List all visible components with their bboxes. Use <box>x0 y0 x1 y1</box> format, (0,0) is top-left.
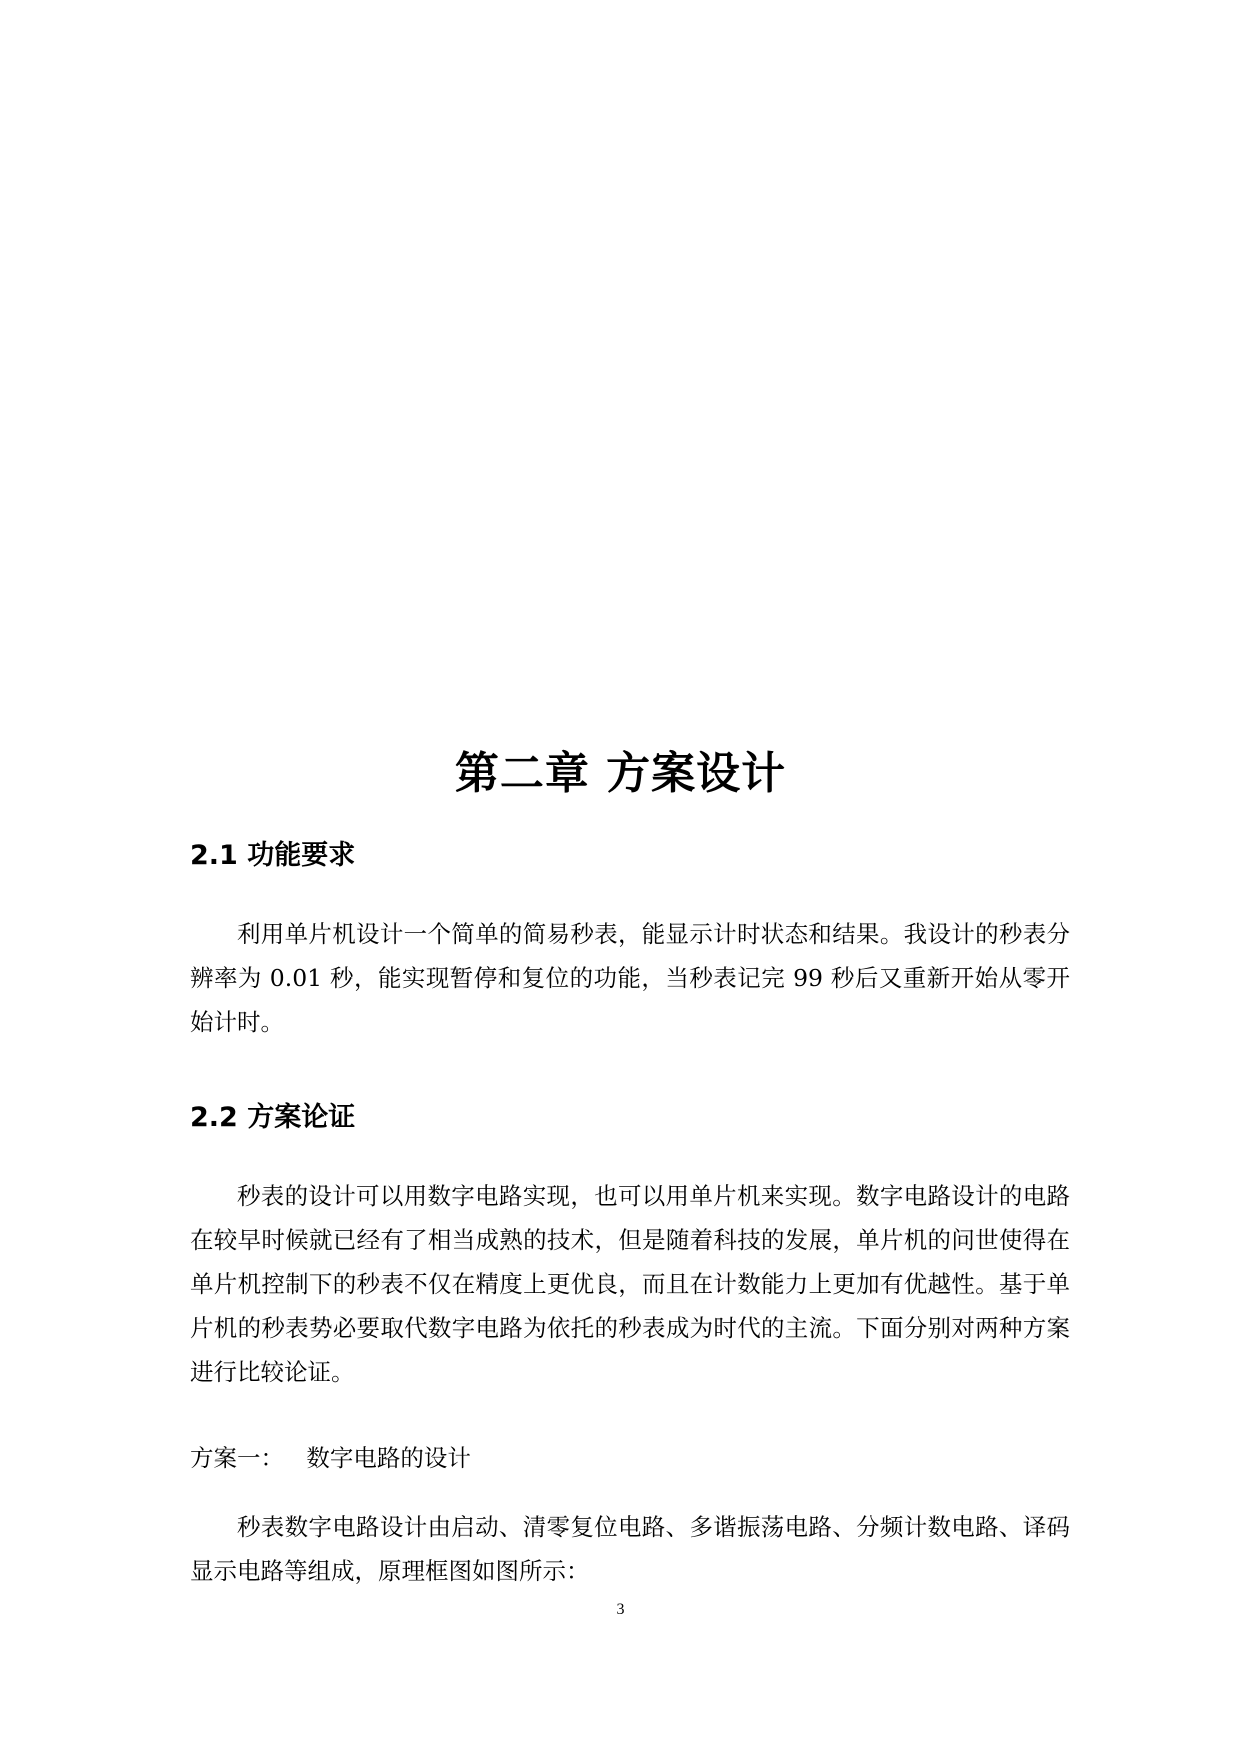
section-2-1-body <box>190 912 1070 1044</box>
paragraph: 秒表数字电路设计由启动、清零复位电路、多谐振荡电路、分频计数电路、译码显示电路等组成，原理框图如图所示： <box>190 1513 1070 1585</box>
paragraph: 秒表的设计可以用数字电路实现，也可以用单片机来实现。数字电路设计的电路在较早时候就已经有了相当成熟的技术，但是随着科技的发展，单片机的问世使得在单片机控制下的秒表不仅在精度上更优良，而且在计数能力上更加有优越性。基于单片机的秒表势必要取代数字电路为依托的秒表成为时代的主流。下面分别对两种方案进行比较论证。 <box>190 1182 1070 1386</box>
section-heading-2-1: 2.1 功能要求 <box>190 840 356 871</box>
chapter-title: 第二章 方案设计 <box>454 748 787 799</box>
plan-one-body <box>190 1505 1070 1593</box>
plan-one-label: 方案一： 数字电路的设计 <box>190 1444 471 1472</box>
page-number: 3 <box>616 1601 625 1618</box>
section-2-2-body <box>190 1174 1070 1394</box>
section-heading-2-2: 2.2 方案论证 <box>190 1102 356 1133</box>
paragraph: 利用单片机设计一个简单的简易秒表，能显示计时状态和结果。我设计的秒表分辨率为 0.01 秒，能实现暂停和复位的功能，当秒表记完 99 秒后又重新开始从零开始计时。 <box>190 920 1070 1036</box>
